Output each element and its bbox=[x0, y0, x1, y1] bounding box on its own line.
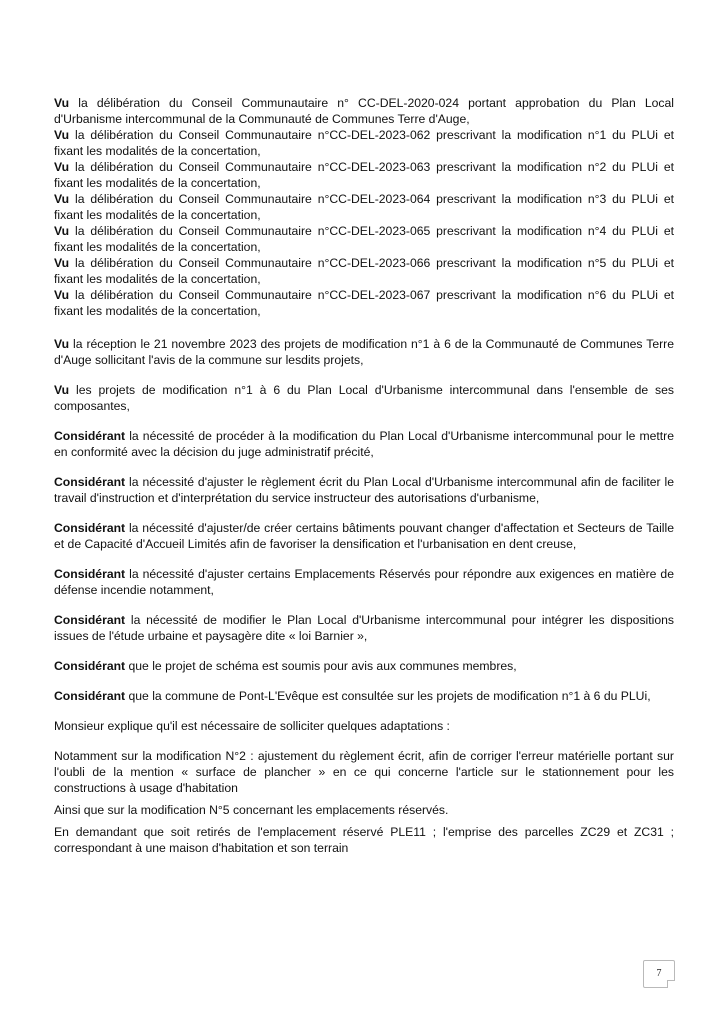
keyword: Vu bbox=[54, 192, 70, 206]
keyword: Considérant bbox=[54, 567, 126, 581]
paragraph-vu-2: Vu la délibération du Conseil Communautaire n°CC-DEL-2023-062 prescrivant la modification n°1 du PLUi et fixant les modalités de la concertation, bbox=[54, 128, 674, 158]
paragraph-vu-1: Vu la délibération du Conseil Communautaire n° CC-DEL-2020-024 portant approbation du Plan Local d'Urbanisme intercommunal de la Communauté de Communes Terre d'Auge, bbox=[54, 96, 674, 126]
paragraph-considerant-2: Considérant la nécessité d'ajuster le règlement écrit du Plan Local d'Urbanisme intercommunal afin de faciliter le travail d'instruction et d'interprétation du service instructeur des autorisations d'urbanisme, bbox=[54, 475, 674, 505]
paragraph-vu-7: Vu la délibération du Conseil Communautaire n°CC-DEL-2023-067 prescrivant la modification n°6 du PLUi et fixant les modalités de la concertation, bbox=[54, 288, 674, 318]
paragraph-vu-6: Vu la délibération du Conseil Communautaire n°CC-DEL-2023-066 prescrivant la modification n°5 du PLUi et fixant les modalités de la concertation, bbox=[54, 256, 674, 286]
keyword: Vu bbox=[54, 128, 70, 142]
keyword: Vu bbox=[54, 160, 70, 174]
page-number: 7 bbox=[643, 960, 675, 988]
paragraph-vu-4: Vu la délibération du Conseil Communautaire n°CC-DEL-2023-064 prescrivant la modification n°3 du PLUi et fixant les modalités de la concertation, bbox=[54, 192, 674, 222]
paragraph-vu-8: Vu la réception le 21 novembre 2023 des projets de modification n°1 à 6 de la Communauté de Communes Terre d'Auge sollicitant l'avis de la commune sur lesdits projets, bbox=[54, 337, 674, 367]
keyword: Considérant bbox=[54, 521, 126, 535]
paragraph-vu-9: Vu les projets de modification n°1 à 6 du Plan Local d'Urbanisme intercommunal dans l'ensemble de ses composantes, bbox=[54, 383, 674, 413]
keyword: Considérant bbox=[54, 659, 126, 673]
paragraph-considerant-3: Considérant la nécessité d'ajuster/de créer certains bâtiments pouvant changer d'affectation et Secteurs de Taille et de Capacité d'Accueil Limités afin de favoriser la densification et l'urbanisation en dent creuse, bbox=[54, 521, 674, 551]
paragraph-vu-5: Vu la délibération du Conseil Communautaire n°CC-DEL-2023-065 prescrivant la modification n°4 du PLUi et fixant les modalités de la concertation, bbox=[54, 224, 674, 254]
paragraph-considerant-6: Considérant que le projet de schéma est soumis pour avis aux communes membres, bbox=[54, 659, 517, 673]
keyword: Considérant bbox=[54, 689, 126, 703]
keyword: Vu bbox=[54, 224, 70, 238]
paragraph-demandant: En demandant que soit retirés de l'emplacement réservé PLE11 ; l'emprise des parcelles ZC29 et ZC31 ; correspondant à une maison d'habitation et son terrain bbox=[54, 825, 674, 855]
paragraph-ainsi: Ainsi que sur la modification N°5 concernant les emplacements réservés. bbox=[54, 803, 449, 817]
paragraph-monsieur: Monsieur explique qu'il est nécessaire de solliciter quelques adaptations : bbox=[54, 719, 450, 733]
paragraph-considerant-5: Considérant la nécessité de modifier le Plan Local d'Urbanisme intercommunal pour intégrer les dispositions issues de l'étude urbaine et paysagère dite « loi Barnier », bbox=[54, 613, 674, 643]
keyword: Vu bbox=[54, 288, 70, 302]
paragraph-notamment: Notamment sur la modification N°2 : ajustement du règlement écrit, afin de corriger l'erreur matérielle portant sur l'oubli de la mention « surface de plancher » en ce qui concerne l'article sur le stationnement pour les constructions à usage d'habitation bbox=[54, 749, 674, 795]
keyword: Considérant bbox=[54, 475, 126, 489]
keyword: Considérant bbox=[54, 613, 126, 627]
keyword: Considérant bbox=[54, 429, 126, 443]
document-body bbox=[54, 95, 674, 856]
paragraph-vu-3: Vu la délibération du Conseil Communautaire n°CC-DEL-2023-063 prescrivant la modification n°2 du PLUi et fixant les modalités de la concertation, bbox=[54, 160, 674, 190]
keyword: Vu bbox=[54, 383, 70, 397]
paragraph-considerant-4: Considérant la nécessité d'ajuster certains Emplacements Réservés pour répondre aux exigences en matière de défense incendie notamment, bbox=[54, 567, 674, 597]
keyword: Vu bbox=[54, 337, 70, 351]
paragraph-considerant-1: Considérant la nécessité de procéder à la modification du Plan Local d'Urbanisme intercommunal pour le mettre en conformité avec la décision du juge administratif précité, bbox=[54, 429, 674, 459]
keyword: Vu bbox=[54, 96, 70, 110]
keyword: Vu bbox=[54, 256, 70, 270]
paragraph-considerant-7: Considérant que la commune de Pont-L'Evêque est consultée sur les projets de modification n°1 à 6 du PLUi, bbox=[54, 689, 651, 703]
